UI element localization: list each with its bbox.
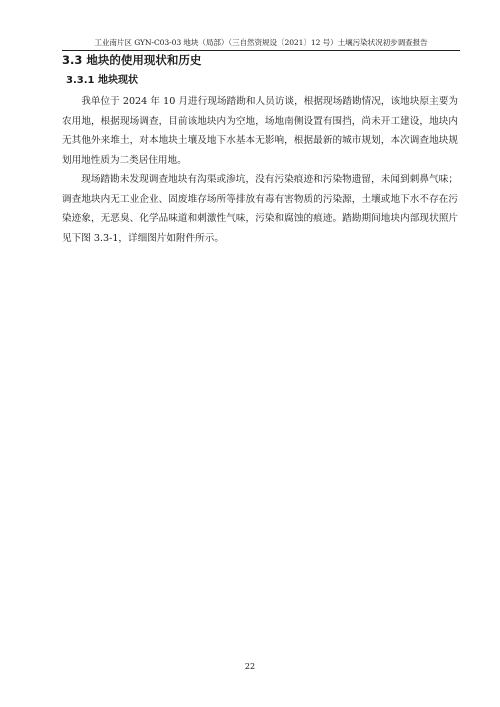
body-paragraph-2: 现场踏勘未发现调查地块有沟渠或渗坑，没有污染痕迹和污染物遗留，未闻到刺鼻气味；调查地块内无工业企业、固废堆存场所等排放有毒有害物质的污染源，土壤或地下水不存在污染迹象，无恶臭、化学品味道和刺激性气味，污染和腐蚀的痕迹。踏勘期间地块内部现状照片见下图 3.3-1，详细图片如附件所示。 (62, 174, 458, 244)
header-divider (62, 50, 460, 51)
running-header: 工业南片区 GYN-C03-03 地块（局部）（三自然资规设〔2021〕12 号）土壤污染状况初步调查报告 (94, 38, 428, 47)
section-heading: 3.3 地块的使用现状和历史 (62, 53, 202, 67)
page-number: 22 (244, 662, 256, 671)
subsection-heading: 3.3.1 地块现状 (66, 75, 138, 86)
body-paragraph-1: 我单位于 2024 年 10 月进行现场踏勘和人员访谈，根据现场踏勘情况，该地块原主要为农用地，根据现场调查，目前该地块内为空地，场地南侧设置有围挡，尚未开工建设，地块内无其他外来堆土，对本地块土壤及地下水基本无影响，根据最新的城市规划，本次调查地块规划用地性质为二类居住用地。 (62, 96, 458, 166)
